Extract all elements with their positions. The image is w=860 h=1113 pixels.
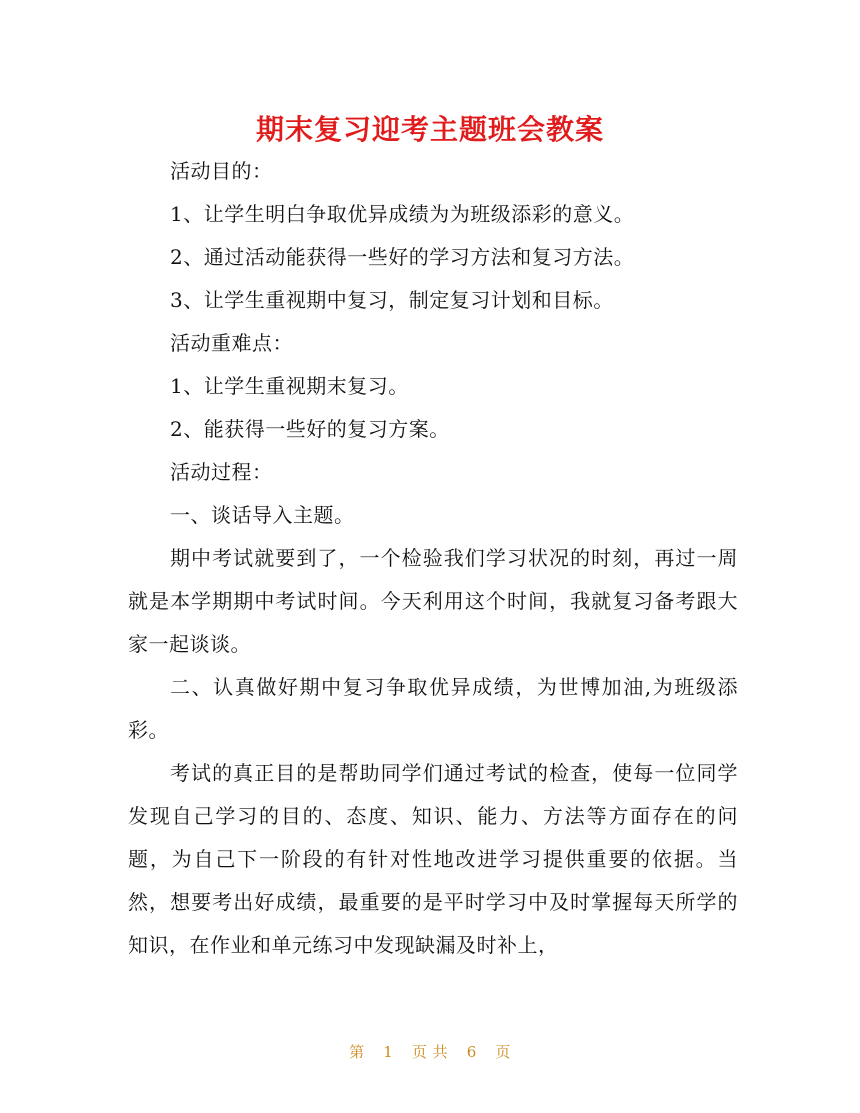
- paragraph: 活动重难点：: [170, 331, 293, 355]
- paragraph: 2、能获得一些好的复习方案。: [170, 417, 450, 441]
- paragraph: 二、认真做好期中复习争取优异成绩，为世博加油,为班级添彩。: [128, 675, 738, 742]
- paragraph: 3、让学生重视期中复习，制定复习计划和目标。: [170, 288, 614, 312]
- paragraph: 1、让学生明白争取优异成绩为为班级添彩的意义。: [170, 202, 635, 226]
- paragraph: 一、谈话导入主题。: [170, 503, 355, 527]
- paragraph: 1、让学生重视期末复习。: [170, 374, 409, 398]
- footer-mid: 页 共: [411, 1043, 449, 1061]
- document-title: 期末复习迎考主题班会教案: [255, 113, 604, 146]
- paragraph: 期中考试就要到了，一个检验我们学习状况的时刻，再过一周就是本学期期中考试时间。今天利用这个时间，我就复习备考跟大家一起谈谈。: [128, 546, 738, 656]
- current-page-number: 1: [383, 1043, 394, 1061]
- page-footer: [0, 1040, 860, 1064]
- footer-suffix: 页: [495, 1043, 511, 1061]
- paragraph: 活动过程：: [170, 460, 273, 484]
- paragraph: 考试的真正目的是帮助同学们通过考试的检查，使每一位同学发现自己学习的目的、态度、知识、能力、方法等方面存在的问题，为自己下一阶段的有针对性地改进学习提供重要的依据。当然，想要考出好成绩，最重要的是平时学习中及时掌握每天所学的知识，在作业和单元练习中发现缺漏及时补上，: [128, 761, 738, 957]
- footer-prefix: 第: [349, 1043, 365, 1061]
- paragraph: 活动目的：: [170, 159, 273, 183]
- document-body: [128, 150, 738, 967]
- paragraph: 2、通过活动能获得一些好的学习方法和复习方法。: [170, 245, 635, 269]
- total-pages-number: 6: [466, 1043, 477, 1061]
